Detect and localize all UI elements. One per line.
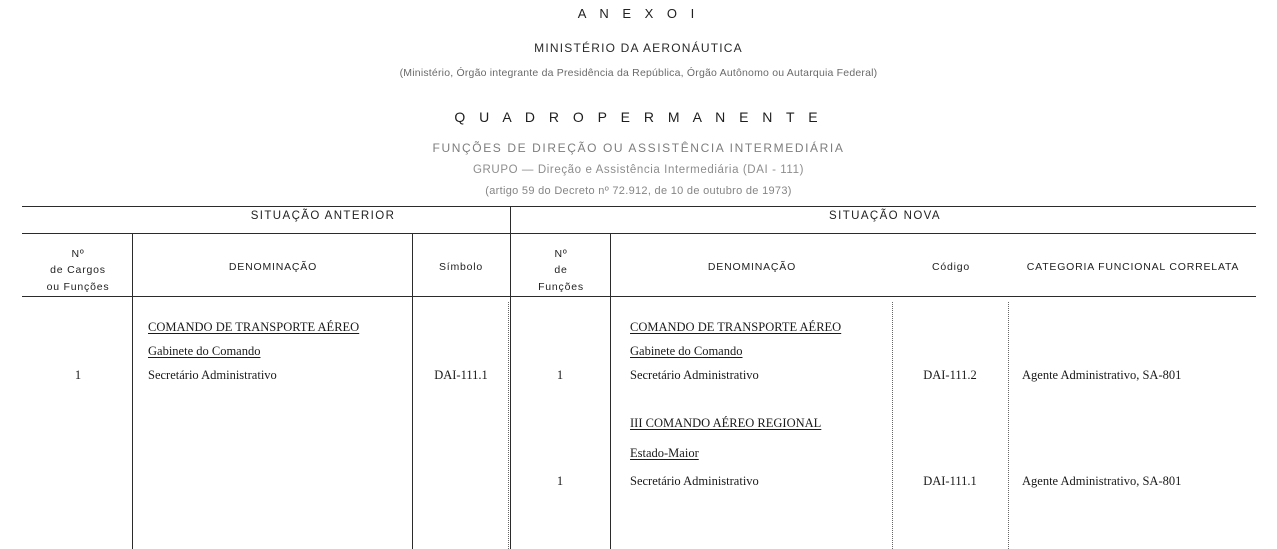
table-row-1-codigo: DAI-111.2 [923, 368, 977, 382]
ministry-subtitle: (Ministério, Órgão integrante da Presidência da República, Órgão Autônomo ou Autarquia Federal) [399, 67, 878, 79]
table-row-1-nova-sub: Gabinete do Comando [630, 344, 743, 358]
header-n-cargos-line1: Nº [71, 248, 85, 260]
artigo-reference: (artigo 59 do Decreto nº 72.912, de 10 de outubro de 1973) [485, 185, 792, 197]
table-row-1-nova-org: COMANDO DE TRANSPORTE AÉREO [630, 320, 842, 334]
annex-title: A N E X O I [577, 6, 700, 21]
header-n-funcoes-line3: Funções [538, 280, 584, 293]
document-heading [0, 6, 1277, 197]
header-n-funcoes [512, 246, 610, 295]
table-row-2-nova-denom: Secretário Administrativo [630, 474, 759, 488]
table-rule-group [22, 233, 1256, 234]
table-row-2-codigo: DAI-111.1 [923, 474, 977, 488]
header-categoria: CATEGORIA FUNCIONAL CORRELATA [1026, 261, 1240, 273]
table-row-1-simbolo: DAI-111.1 [434, 368, 488, 382]
header-n-funcoes-line1: Nº [554, 248, 568, 260]
header-n-cargos-line2: de Cargos [50, 264, 106, 277]
header-simbolo: Símbolo [438, 261, 484, 273]
table-row-2-nova-sub: Estado-Maior [630, 446, 699, 460]
group-header-anterior: SITUAÇÃO ANTERIOR [250, 210, 396, 222]
table-row-1-nova-denom: Secretário Administrativo [630, 368, 759, 382]
table-row-1-n-cargos: 1 [74, 368, 82, 382]
table-row-2-categoria: Agente Administrativo, SA-801 [1022, 474, 1182, 488]
header-n-cargos [24, 246, 132, 295]
table-row-2-nova-org: III COMANDO AÉREO REGIONAL [630, 416, 822, 430]
header-n-funcoes-line2: de [554, 264, 568, 277]
funcoes-subtitle: FUNÇÕES DE DIREÇÃO OU ASSISTÊNCIA INTERMEDIÁRIA [432, 141, 845, 155]
table-row-1-anterior-denom: Secretário Administrativo [148, 368, 277, 382]
header-codigo: Código [931, 261, 971, 273]
quadro-title: Q U A D R O P E R M A N E N T E [454, 109, 823, 125]
ministry-title: MINISTÉRIO DA AERONÁUTICA [534, 41, 743, 55]
table-body [22, 296, 1256, 549]
table-row-2-n-funcoes: 1 [556, 474, 564, 488]
group-header-nova: SITUAÇÃO NOVA [829, 210, 941, 222]
table-row-1-anterior-org: COMANDO DE TRANSPORTE AÉREO [148, 320, 360, 334]
data-table [22, 206, 1256, 549]
header-denominacao-nova: DENOMINAÇÃO [707, 261, 797, 273]
table-row-1-anterior-sub: Gabinete do Comando [148, 344, 261, 358]
document-page [0, 6, 1277, 549]
table-row-1-n-funcoes: 1 [556, 368, 564, 382]
header-denominacao-anterior: DENOMINAÇÃO [228, 261, 318, 273]
table-rule-top [22, 206, 1256, 207]
grupo-subtitle: GRUPO — Direção e Assistência Intermediária (DAI - 111) [472, 164, 805, 176]
table-row-1-categoria: Agente Administrativo, SA-801 [1022, 368, 1182, 382]
header-n-cargos-line3: ou Funções [46, 280, 110, 293]
